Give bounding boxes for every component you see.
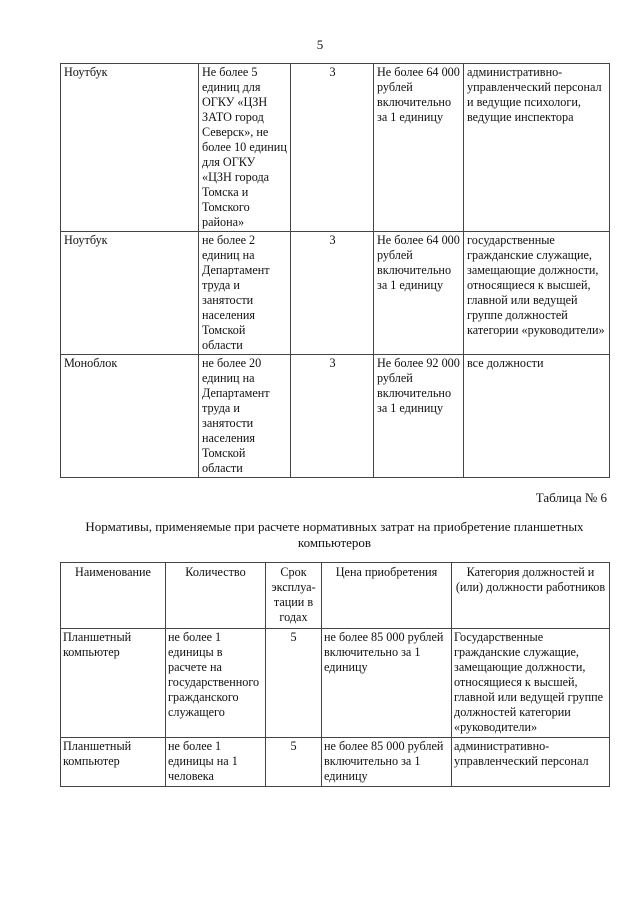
- table-row: [61, 355, 610, 478]
- item-category: административно-управленческий персонал: [452, 738, 610, 787]
- item-quantity: не более 1 единицы в расчете на государственного гражданского служащего: [166, 629, 266, 738]
- item-quantity: не более 1 единицы на 1 человека: [166, 738, 266, 787]
- table-number-label: Таблица № 6: [535, 490, 607, 505]
- page-number: 5: [316, 37, 324, 52]
- item-term: 5: [266, 629, 322, 738]
- header-quantity: Количество: [166, 563, 266, 629]
- table-row: [61, 64, 610, 232]
- item-price: не более 85 000 рублей включительно за 1 единицу: [322, 629, 452, 738]
- header-category: Категория должностей и (или) должности работников: [452, 563, 610, 629]
- item-category: административно-управленческий персонал и ведущие психологи, ведущие инспектора: [464, 64, 610, 232]
- item-name: Моноблок: [61, 355, 199, 478]
- item-category: Государственные гражданские служащие, замещающие должности, относящиеся к высшей, главной или ведущей группе должностей категории «руководители»: [452, 629, 610, 738]
- item-name: Ноутбук: [61, 232, 199, 355]
- table-header-row: [61, 563, 610, 629]
- item-term: 3: [291, 355, 374, 478]
- item-price: Не более 64 000 рублей включительно за 1 единицу: [374, 232, 464, 355]
- table-row: [61, 738, 610, 787]
- item-price: Не более 92 000 рублей включительно за 1 единицу: [374, 355, 464, 478]
- item-term: 3: [291, 232, 374, 355]
- item-term: 5: [266, 738, 322, 787]
- header-name: Наименование: [61, 563, 166, 629]
- item-category: все должности: [464, 355, 610, 478]
- table-title: Нормативы, применяемые при расчете нормативных затрат на приобретение планшетных компьютеров: [85, 519, 584, 550]
- table-row: [61, 629, 610, 738]
- item-price: не более 85 000 рублей включительно за 1 единицу: [322, 738, 452, 787]
- header-price: Цена приобретения: [322, 563, 452, 629]
- item-price: Не более 64 000 рублей включительно за 1 единицу: [374, 64, 464, 232]
- item-name: Планшетный компьютер: [61, 738, 166, 787]
- item-term: 3: [291, 64, 374, 232]
- item-quantity: не более 20 единиц на Департамент труда и занятости населения Томской области: [199, 355, 291, 478]
- table-row: [61, 232, 610, 355]
- item-name: Планшетный компьютер: [61, 629, 166, 738]
- item-category: государственные гражданские служащие, замещающие должности, относящиеся к высшей, главной или ведущей группе должностей категории «руководители»: [464, 232, 610, 355]
- equipment-table: [60, 63, 610, 478]
- item-name: Ноутбук: [61, 64, 199, 232]
- header-term: Срок эксплуа-тации в годах: [266, 563, 322, 629]
- item-quantity: Не более 5 единиц для ОГКУ «ЦЗН ЗАТО город Северск», не более 10 единиц для ОГКУ «ЦЗН города Томска и Томского района»: [199, 64, 291, 232]
- item-quantity: не более 2 единиц на Департамент труда и занятости населения Томской области: [199, 232, 291, 355]
- tablets-table: [60, 562, 610, 787]
